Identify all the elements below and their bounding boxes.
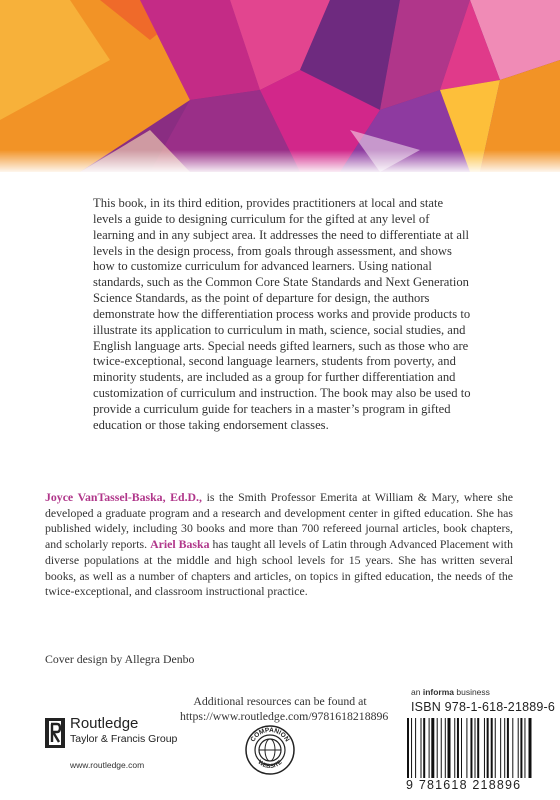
routledge-logo-icon <box>45 718 65 748</box>
barcode-number: 9 781618 218896 <box>406 778 536 792</box>
companion-badge-bottom-text: WEBSITE <box>256 759 284 771</box>
author-name-1: Joyce VanTassel-Baska, Ed.D., <box>45 490 202 504</box>
companion-badge-top-text: COMPANION <box>249 726 291 744</box>
companion-website-badge-icon <box>244 724 296 776</box>
publisher-url[interactable]: www.routledge.com <box>70 760 145 770</box>
author-bio <box>45 490 513 600</box>
book-description: This book, in its third edition, provides practitioners at local and state levels a guide to designing curriculum for the gifted at any level of learning and in any subject area. It addresses the need to differentiate at all levels in the design process, from goals through assessment, and shows how to customize curriculum for advanced learners. Using national standards, such as the Common Core State Standards and Next Generation Science Standards, as the point of departure for design, the authors demonstrate how the differentiation process works and provide products to illustrate its application to curriculum in math, science, social studies, and English language arts. Special needs gifted learners, such as those who are twice-exceptional, second language learners, students from poverty, and minority students, are included as a group for further differentiation and customization of curriculum and instruction. The book may also be used to provide a curriculum guide for teachers in a master’s program in gifted education or those taking endorsement classes. <box>93 196 471 432</box>
informa-brand: informa <box>422 687 454 697</box>
informa-prefix: an <box>411 687 423 697</box>
cover-artwork <box>0 0 560 172</box>
author-name-2: Ariel Baska <box>150 537 210 552</box>
resources-url[interactable]: https://www.routledge.com/9781618218896 <box>180 708 389 723</box>
author-bio-2: has taught all levels of Latin through Advanced Placement with diverse populations at the middle and high school levels for 15 years. She has written several books, as well as a number of chapters and articles, on topics in gifted education, the needs of the twice-exceptional, and classroom instructional practice. <box>45 537 513 599</box>
author-bio-1: is the Smith Professor Emerita at William & Mary, where she developed a graduate program and a research and development center in gifted education. She has published widely, including 30 books and more than 700 refereed journal articles, book chapters, and scholarly reports. <box>45 490 513 552</box>
additional-resources <box>180 694 389 724</box>
cover-design-credit: Cover design by Allegra Denbo <box>45 652 195 666</box>
publisher-group: Taylor & Francis Group <box>70 733 178 745</box>
resources-line-1: Additional resources can be found at <box>193 694 367 708</box>
barcode-icon <box>405 718 535 782</box>
informa-business-label <box>411 687 490 697</box>
informa-suffix: business <box>454 687 490 697</box>
isbn-number: ISBN 978-1-618-21889-6 <box>411 700 556 714</box>
artwork-fade <box>0 150 560 174</box>
publisher-name: Routledge <box>70 715 139 732</box>
